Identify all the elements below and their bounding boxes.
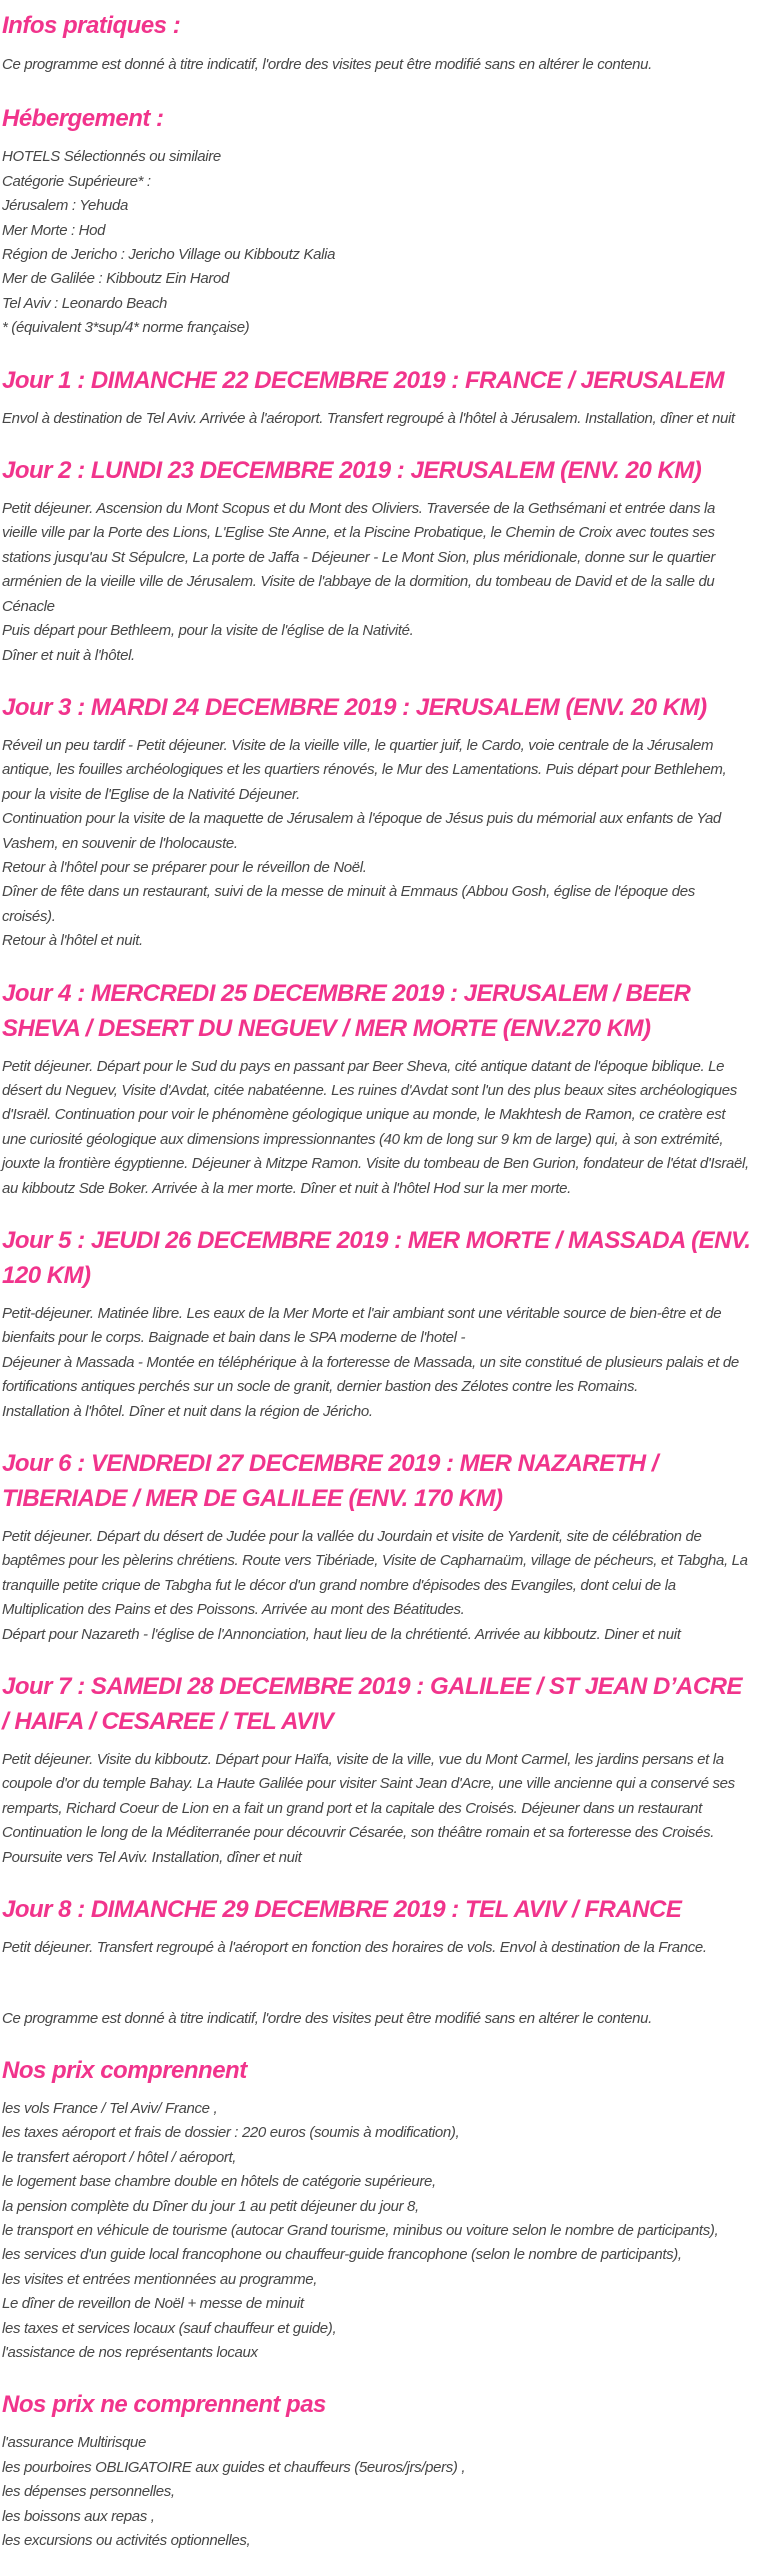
- day-text-block: Poursuite vers Tel Aviv. Installation, dîner et nuit: [2, 1848, 302, 1866]
- price-included-item: le transfert aéroport / hôtel / aéroport,: [2, 2148, 237, 2166]
- hotel-line: Catégorie Supérieure* :: [2, 172, 151, 190]
- section-infos-pratiques: [2, 8, 752, 77]
- day-3-heading: Jour 3 : MARDI 24 DECEMBRE 2019 : JERUSALEM (ENV. 20 KM): [2, 693, 707, 721]
- day-3-body: [2, 734, 752, 954]
- day-8-section: [2, 1892, 752, 1960]
- price-included-item: les taxes aéroport et frais de dossier : 220 euros (soumis à modification),: [2, 2124, 460, 2142]
- price-included-item: Le dîner de reveillon de Noël + messe de minuit: [2, 2295, 304, 2313]
- day-text-block: Retour à l'hôtel pour se préparer pour le réveillon de Noël.: [2, 858, 367, 876]
- day-4-section: [2, 976, 752, 1201]
- day-text-block: Continuation pour la visite de la maquette de Jérusalem à l'époque de Jésus puis du mémorial aux enfants de Yad Vashem, en souvenir de l'holocauste.: [2, 810, 721, 852]
- hotel-line: HOTELS Sélectionnés ou similaire: [2, 148, 221, 166]
- day-6-heading: Jour 6 : VENDREDI 27 DECEMBRE 2019 : MER NAZARETH / TIBERIADE / MER DE GALILEE (ENV. 170 KM): [2, 1450, 658, 1513]
- day-text-block: Puis départ pour Bethleem, pour la visite de l'église de la Nativité.: [2, 622, 414, 640]
- price-included-item: les taxes et services locaux (sauf chauffeur et guide),: [2, 2319, 337, 2337]
- hotel-line: Région de Jericho : Jericho Village ou Kibboutz Kalia: [2, 246, 336, 264]
- day-text-block: Petit-déjeuner. Matinée libre. Les eaux de la Mer Morte et l'air ambiant sont une véritable source de bien-être et de bienfaits pour le corps. Baignade et bain dans le SPA moderne de l'hotel -: [2, 1305, 722, 1347]
- day-text-block: Petit déjeuner. Départ du désert de Judée pour la vallée du Jourdain et visite de Yardenit, site de célébration de baptêmes pour les pèlerins chrétiens. Route vers Tibériade, Visite de Capharnaüm, village de pécheurs, et Tabgha, La tranquille petite crique de Tabgha fut le décor d'un grand nombre d'épisodes des Evangiles, dont celui de la Multiplication des Pains et des Poissons. Arrivée au mont des Béatitudes.: [2, 1528, 748, 1619]
- section-prix-ne-comprennent-pas: [2, 2387, 752, 2553]
- day-8-body: [2, 1936, 752, 1960]
- hotel-line: Tel Aviv : Leonardo Beach: [2, 294, 167, 312]
- prix-ne-comprennent-pas-heading: Nos prix ne comprennent pas: [2, 2391, 326, 2419]
- day-5-section: [2, 1223, 752, 1424]
- prix-comprennent-list: [2, 2097, 752, 2365]
- day-7-heading: Jour 7 : SAMEDI 28 DECEMBRE 2019 : GALILEE / ST JEAN D’ACRE / HAIFA / CESAREE / TEL AVIV: [2, 1673, 742, 1736]
- price-included-item: le transport en véhicule de tourisme (autocar Grand tourisme, minibus ou voiture selon le nombre de participants),: [2, 2221, 719, 2239]
- day-2-body: [2, 497, 752, 668]
- day-text-block: Envol à destination de Tel Aviv. Arrivée à l'aéroport. Transfert regroupé à l'hôtel à Jérusalem. Installation, dîner et nuit: [2, 409, 735, 427]
- section-hebergement: [2, 101, 752, 340]
- day-7-body: [2, 1748, 752, 1870]
- day-2-heading: Jour 2 : LUNDI 23 DECEMBRE 2019 : JERUSALEM (ENV. 20 KM): [2, 457, 702, 485]
- program-disclaimer: Ce programme est donné à titre indicatif, l'ordre des visites peut être modifié sans en altérer le contenu.: [2, 56, 652, 73]
- day-text-block: Installation à l'hôtel. Dîner et nuit dans la région de Jéricho.: [2, 1402, 373, 1420]
- day-8-heading: Jour 8 : DIMANCHE 29 DECEMBRE 2019 : TEL AVIV / FRANCE: [2, 1896, 682, 1924]
- day-text-block: Dîner de fête dans un restaurant, suivi de la messe de minuit à Emmaus (Abbou Gosh, église de l'époque des croisés).: [2, 883, 695, 925]
- day-text-block: Déjeuner à Massada - Montée en téléphérique à la forteresse de Massada, un site constitué de plusieurs palais et de fortifications antiques perchés sur un socle de granit, dernier bastion des Zélotes contre les Romains.: [2, 1353, 739, 1396]
- day-text-block: Continuation le long de la Méditerranée pour découvrir Césarée, son théâtre romain et sa forteresse des Croisés.: [2, 1824, 715, 1842]
- day-text-block: Petit déjeuner. Départ pour le Sud du pays en passant par Beer Sheva, cité antique datant de l'époque biblique. Le désert du Neguev, Visite d'Avdat, citée nabatéenne. Les ruines d'Avdat sont l'un des plus beaux sites archéologiques d'Israël. Continuation pour voir le phénomène géologique unique au monde, le Makhtesh de Ramon, ce cratère est une curiosité géologique aux dimensions impressionnantes (40 km de long sur 9 km de large) qui, à son extrémité, jouxte la frontière égyptienne. Déjeuner à Mitzpe Ramon. Visite du tombeau de Ben Gurion, fondateur de l'état d'Israël, au kibboutz Sde Boker. Arrivée à la mer morte. Dîner et nuit à l'hôtel Hod sur la mer morte.: [2, 1057, 749, 1197]
- day-1-section: [2, 363, 752, 431]
- price-included-item: les visites et entrées mentionnées au programme,: [2, 2270, 318, 2288]
- price-included-item: le logement base chambre double en hôtels de catégorie supérieure,: [2, 2173, 436, 2191]
- day-text-block: Réveil un peu tardif - Petit déjeuner. Visite de la vieille ville, le quartier juif, le Cardo, voie centrale de la Jérusalem antique, les fouilles archéologiques et les quartiers rénovés, le Mur des Lamentations. Puis départ pour Bethlehem, pour la visite de l'Eglise de la Nativité Déjeuner.: [2, 736, 727, 803]
- price-excluded-item: les boissons aux repas ,: [2, 2507, 155, 2525]
- day-4-heading: Jour 4 : MERCREDI 25 DECEMBRE 2019 : JERUSALEM / BEER SHEVA / DESERT DU NEGUEV / MER MORTE (ENV.270 KM): [2, 979, 691, 1042]
- infos-pratiques-heading: Infos pratiques :: [2, 12, 181, 39]
- prix-ne-comprennent-pas-list: [2, 2431, 752, 2553]
- price-excluded-item: les excursions ou activités optionnelles,: [2, 2532, 251, 2549]
- prix-comprennent-heading: Nos prix comprennent: [2, 2056, 247, 2084]
- price-included-item: la pension complète du Dîner du jour 1 au petit déjeuner du jour 8,: [2, 2197, 419, 2215]
- day-text-block: Départ pour Nazareth - l'église de l'Annonciation, haut lieu de la chrétienté. Arrivée au kibboutz. Diner et nuit: [2, 1625, 681, 1643]
- section-prix-comprennent: [2, 2053, 752, 2365]
- day-text-block: Retour à l'hôtel et nuit.: [2, 932, 143, 950]
- day-text-block: Petit déjeuner. Visite du kibboutz. Départ pour Haïfa, visite de la ville, vue du Mont Carmel, les jardins persans et la coupole d'or du temple Bahay. La Haute Galilée pour visiter Saint Jean d'Acre, une ville ancienne qui a conservé ses remparts, Richard Coeur de Lion en a fait un grand port et la capitale des Croisés. Déjeuner dans un restaurant: [2, 1751, 735, 1817]
- day-6-body: [2, 1525, 752, 1647]
- price-included-item: les services d'un guide local francophone ou chauffeur-guide francophone (selon le nombre de participants),: [2, 2246, 682, 2264]
- hotel-line: Mer de Galilée : Kibboutz Ein Harod: [2, 270, 230, 288]
- day-5-heading: Jour 5 : JEUDI 26 DECEMBRE 2019 : MER MORTE / MASSADA (ENV. 120 KM): [2, 1227, 751, 1289]
- hotel-list: [2, 145, 752, 340]
- hotel-line: Jérusalem : Yehuda: [2, 197, 129, 215]
- hebergement-heading: Hébergement :: [2, 105, 164, 133]
- price-excluded-item: l'assurance Multirisque: [2, 2434, 147, 2452]
- day-1-heading: Jour 1 : DIMANCHE 22 DECEMBRE 2019 : FRANCE / JERUSALEM: [2, 366, 724, 394]
- day-6-section: [2, 1446, 752, 1647]
- hotel-note-line: * (équivalent 3*sup/4* norme française): [2, 319, 250, 337]
- day-text-block: Petit déjeuner. Ascension du Mont Scopus et du Mont des Oliviers. Traversée de la Gethsémani et entrée dans la vieille ville par la Porte des Lions, L'Eglise Ste Anne, et la Piscine Probatique, le Chemin de Croix avec toutes ses stations jusqu'au St Sépulcre, La porte de Jaffa - Déjeuner - Le Mont Sion, plus méridionale, donne sur le quartier arménien de la vieille ville de Jérusalem. Visite de l'abbaye de la dormition, du tombeau de David et de la salle du Cénacle: [2, 500, 716, 615]
- price-excluded-item: les pourboires OBLIGATOIRE aux guides et chauffeurs (5euros/jrs/pers) ,: [2, 2458, 466, 2476]
- day-3-section: [2, 690, 752, 954]
- day-2-section: [2, 453, 752, 668]
- day-text-block: Dîner et nuit à l'hôtel.: [2, 646, 135, 664]
- day-7-section: [2, 1669, 752, 1870]
- day-1-body: [2, 407, 752, 431]
- day-text-block: Petit déjeuner. Transfert regroupé à l'aéroport en fonction des horaires de vols. Envol à destination de la France.: [2, 1939, 707, 1957]
- price-included-item: les vols France / Tel Aviv/ France ,: [2, 2099, 218, 2117]
- day-5-body: [2, 1302, 752, 1424]
- price-included-item: l'assistance de nos représentants locaux: [2, 2343, 258, 2361]
- price-excluded-item: les dépenses personnelles,: [2, 2483, 175, 2501]
- day-4-body: [2, 1055, 752, 1201]
- hotel-line: Mer Morte : Hod: [2, 221, 106, 239]
- program-disclaimer-repeat: Ce programme est donné à titre indicatif, l'ordre des visites peut être modifié sans en altérer le contenu.: [2, 2009, 652, 2027]
